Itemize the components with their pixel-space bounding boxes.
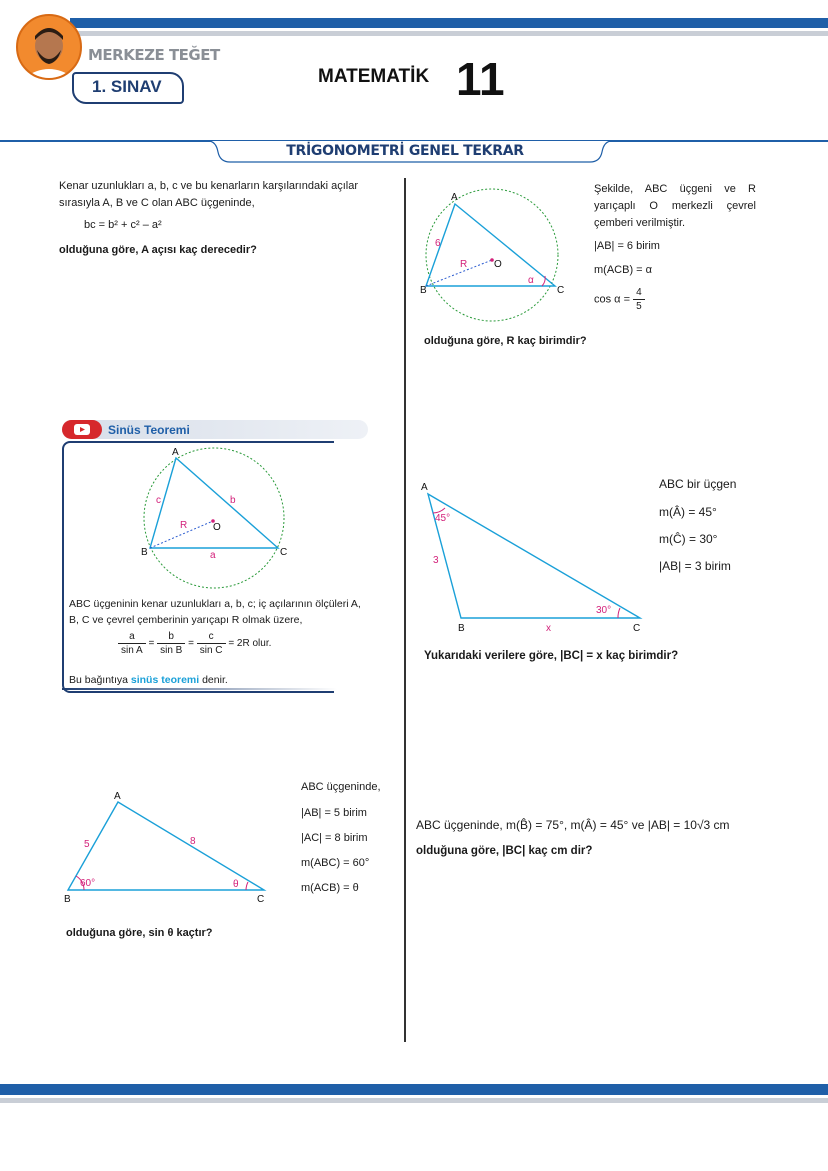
q2-radius <box>426 260 492 286</box>
q4-label-b: B <box>64 894 71 905</box>
column-divider <box>404 178 406 1042</box>
theorem-foot-pre: Bu bağıntıya <box>69 674 128 686</box>
play-icon <box>62 420 102 439</box>
theorem-frac-b-num: b <box>157 630 185 644</box>
theorem-foot-highlight: sinüs teoremi <box>130 674 200 686</box>
theorem-frac-c-num: c <box>197 630 226 644</box>
theorem-frac-a <box>118 630 146 657</box>
q4-label-ab: 5 <box>84 839 90 850</box>
q1-text: Kenar uzunlukları a, b, c ve bu kenarların karşılarındaki açılar sırasıyla A, B ve C olan ABC üçgeninde, <box>59 180 358 209</box>
theorem-frac-c-den: sin C <box>199 645 223 656</box>
q2-label-angle: α <box>528 275 534 286</box>
theorem-text: ABC üçgeninin kenar uzunlukları a, b, c; iç açılarının ölçüleri A, B, C ve çevrel çemberinin yarıçapı R olmak üzere, <box>69 598 361 626</box>
q2-label-side: 6 <box>435 238 441 249</box>
q1-formula: bc = b² + c² – a² <box>84 219 162 231</box>
bottom-stripe-blue <box>0 1084 828 1095</box>
q2-cos-num: 4 <box>633 286 645 300</box>
theorem-label-radius: R <box>180 520 188 531</box>
q4-label-angle-b: 60° <box>80 878 96 889</box>
theorem-label-side-c: c <box>156 495 161 506</box>
q4-info-2: |AB| = 5 birim <box>301 807 367 819</box>
q3-label-a: A <box>421 482 428 493</box>
q4-triangle <box>68 802 264 890</box>
theorem-label-side-a: a <box>210 550 216 561</box>
q3-label-ab: 3 <box>433 555 439 566</box>
video-icon[interactable] <box>62 420 102 439</box>
grade-number: 11 <box>456 53 505 105</box>
top-stripe-gray <box>70 31 828 36</box>
q4-info-5: m(ACB) = θ <box>301 882 359 894</box>
q3-info-3: m(Ĉ) = 30° <box>659 532 718 546</box>
q2-given-ab: |AB| = 6 birim <box>594 240 660 252</box>
exam-label: 1. SINAV <box>92 77 162 96</box>
q3-label-bc: x <box>546 623 551 634</box>
q3-label-angle-c: 30° <box>596 605 612 616</box>
q2-text: Şekilde, ABC üçgeni ve R yarıçaplı O merkezli çevrel çemberi verilmiştir. <box>594 183 756 229</box>
theorem-triangle <box>150 458 278 548</box>
theorem-frac-a-den: sin A <box>121 645 143 656</box>
q4-info-4: m(ABC) = 60° <box>301 857 370 869</box>
q2-cos-den: 5 <box>636 301 642 312</box>
q4-angle-c-arc <box>246 882 248 890</box>
section-title: TRİGONOMETRİ GENEL TEKRAR <box>286 143 524 159</box>
q2-cos-lhs: cos α = <box>594 293 631 306</box>
brand-name: MERKEZE TEĞET <box>88 46 220 64</box>
avatar-portrait <box>18 16 80 78</box>
q4-figure <box>60 790 300 920</box>
bottom-stripe-gray <box>0 1098 828 1103</box>
q2-label-b: B <box>420 285 427 296</box>
author-avatar <box>16 14 82 80</box>
theorem-foot-post: denir. <box>202 674 228 686</box>
q2-figure <box>420 180 570 330</box>
subject-title: MATEMATİK <box>318 66 430 87</box>
q4-label-ac: 8 <box>190 836 196 847</box>
theorem-frac-b-den: sin B <box>160 645 183 656</box>
q4-label-angle-c: θ <box>233 879 239 890</box>
q2-label-o: O <box>494 259 502 270</box>
q2-given-angle: m(ACB) = α <box>594 264 653 276</box>
q2-circumcircle <box>426 189 558 321</box>
q3-info-4: |AB| = 3 birim <box>659 559 731 573</box>
q2-label-c: C <box>557 285 565 296</box>
q3-info-1: ABC bir üçgen <box>659 477 737 491</box>
theorem-figure <box>140 448 300 598</box>
theorem-frac-c <box>197 630 226 657</box>
theorem-formula: $\frac{a}{\text{sin A}}$ = $\frac{b}{\text{sin B}}$ = $\frac{c}{\text{sin C}}$ = 2R olur. <box>118 630 271 657</box>
q3-question: Yukarıdaki verilere göre, |BC| = x kaç birimdir? <box>424 650 679 662</box>
q3-triangle <box>428 494 640 618</box>
theorem-circumcircle <box>144 448 284 588</box>
q4-info-1: ABC üçgeninde, <box>301 781 381 793</box>
q1-question: olduğuna göre, A açısı kaç derecedir? <box>59 244 257 256</box>
q3-info-2: m(Â) = 45° <box>659 505 717 519</box>
q2-given-cos <box>594 286 645 313</box>
q2-label-a: A <box>451 192 458 203</box>
q4-question: olduğuna göre, sin θ kaçtır? <box>66 927 213 939</box>
theorem-title: Sinüs Teoremi <box>108 423 190 437</box>
q2-label-radius: R <box>460 259 468 270</box>
theorem-bottom-rule <box>62 686 402 696</box>
q2-cos-fraction <box>633 286 645 313</box>
q3-angle-c-arc <box>618 608 620 618</box>
theorem-label-o: O <box>213 522 221 533</box>
q5-text: ABC üçgeninde, m(B̂) = 75°, m(Â) = 45° ve |AB| = 10√3 cm <box>416 818 730 832</box>
q3-label-b: B <box>458 623 465 634</box>
theorem-label-a: A <box>172 447 179 458</box>
theorem-frac-a-num: a <box>118 630 146 644</box>
theorem-label-side-b: b <box>230 495 236 506</box>
top-stripe-blue <box>70 18 828 28</box>
q4-info-3: |AC| = 8 birim <box>301 832 368 844</box>
theorem-label-b: B <box>141 547 148 558</box>
q4-label-a: A <box>114 791 121 802</box>
q4-label-c: C <box>257 894 265 905</box>
theorem-label-c: C <box>280 547 288 558</box>
q2-question: olduğuna göre, R kaç birimdir? <box>424 335 587 347</box>
q3-figure <box>418 478 658 638</box>
theorem-frac-b <box>157 630 185 657</box>
theorem-formula-tail: = 2R olur. <box>228 638 272 649</box>
theorem-footnote <box>69 674 228 686</box>
q5-question: olduğuna göre, |BC| kaç cm dir? <box>416 845 593 857</box>
q2-triangle <box>426 204 555 286</box>
q3-label-angle-a: 45° <box>435 513 451 524</box>
q3-label-c: C <box>633 623 641 634</box>
